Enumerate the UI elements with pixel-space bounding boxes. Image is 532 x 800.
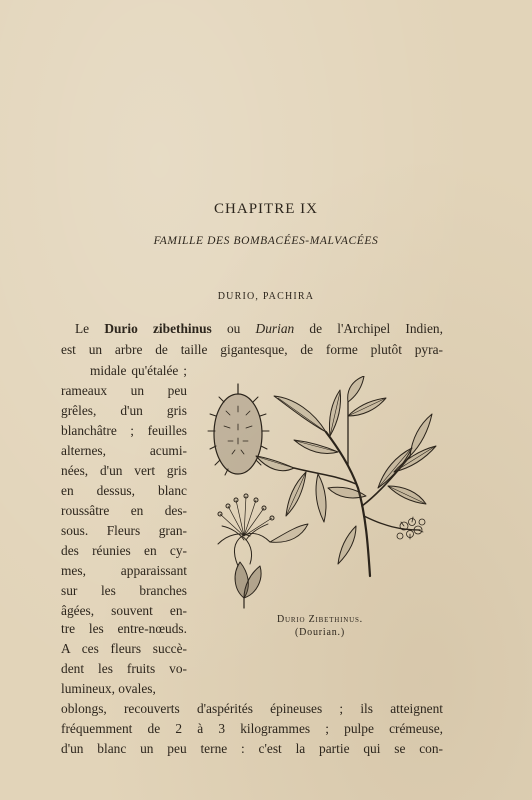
text-line: tre les entre-nœuds. — [61, 621, 187, 636]
text-line: en dessus, blanc — [61, 483, 187, 498]
text-line: nées, d'un vert gris — [61, 463, 187, 478]
section-title: DURIO, PACHIRA — [217, 291, 315, 302]
durian-fruit-icon — [208, 384, 269, 475]
text-line: d'un blanc un peu terne : c'est la partie qui se con- — [61, 741, 443, 756]
text-line: sous. Fleurs gran- — [61, 523, 187, 538]
text-line: midale qu'étalée ; — [90, 363, 187, 378]
text-line: fréquemment de 2 à 3 kilogrammes ; pulpe crémeuse, — [61, 721, 443, 736]
figure-caption: Durio Zibethinus. — [277, 614, 363, 625]
common-name: Durian — [255, 321, 295, 336]
text-run: Le — [75, 321, 105, 336]
text-line: âgées, souvent en- — [61, 603, 187, 618]
species-name: Durio zibethinus — [104, 321, 212, 336]
durian-illustration — [198, 376, 448, 616]
text-run: de l'Archipel Indien, — [294, 321, 443, 336]
text-line: blanchâtre ; feuilles — [61, 423, 187, 438]
text-line: rameaux un peu — [61, 383, 187, 398]
text-line: est un arbre de taille gigantesque, de forme plutôt pyra- — [61, 342, 443, 357]
text-line: roussâtre en des- — [61, 503, 187, 518]
text-line: A ces fleurs succè- — [61, 641, 187, 656]
text-line: mes, apparaissant — [61, 563, 187, 578]
chapter-title: CHAPITRE IX — [214, 201, 318, 217]
text-line: dent les fruits vo- — [61, 661, 187, 676]
text-line: oblongs, recouverts d'aspérités épineuses ; ils atteignent — [61, 701, 443, 716]
family-title: FAMILLE DES BOMBACÉES-MALVACÉES — [153, 235, 379, 247]
text-line: grêles, d'un gris — [61, 403, 187, 418]
text-run: ou — [211, 321, 256, 336]
figure-caption-common-name: (Dourian.) — [295, 627, 345, 638]
text-line: sur les branches — [61, 583, 187, 598]
text-line: des réunies en cy- — [61, 543, 187, 558]
flower-icon — [218, 494, 308, 608]
text-line: alternes, acumi- — [61, 443, 187, 458]
text-line: lumineux, ovales, — [61, 681, 156, 696]
text-line — [75, 320, 443, 338]
